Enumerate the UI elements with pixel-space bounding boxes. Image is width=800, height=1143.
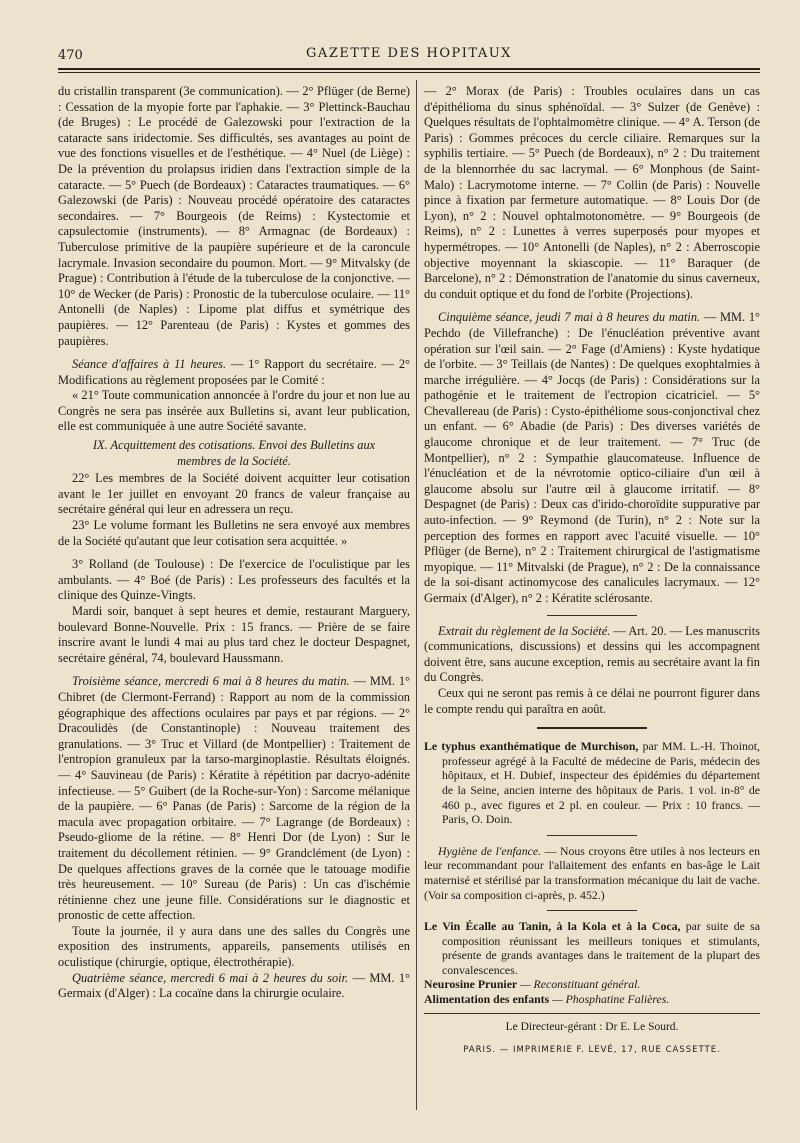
- separator-rule: [547, 615, 637, 616]
- seance-4-title: Quatrième séance, mercredi 6 mai à 2 heures du soir.: [72, 970, 349, 985]
- section-ix-heading: IX. Acquittement des cotisations. Envoi des Bulletins aux membres de la Société.: [92, 438, 376, 468]
- ad-vin-ecalle: [424, 919, 760, 977]
- article-22: 22° Les membres de la Société doivent acquitter leur cotisation avant le 1er juillet en envoyant 20 francs de valeur française au secrétaire général qui leur en adressera un reçu.: [58, 471, 410, 517]
- vin-text: par suite de sa composition réunissant les meilleurs toniques et stimulants, présente de grands avantages dans le traitement de la plupart des convalescences.: [442, 919, 760, 977]
- extrait-text: — Art. 20. — Les manuscrits (communications, discussions) et dessins qui les accompagnent doivent être, sans aucune exception, remis au secrétaire avant la fin du Congrès.: [424, 623, 760, 685]
- ad-neurosine: Neurosine Prunier — Reconstituant général.: [424, 977, 641, 992]
- paragraph-communications: du cristallin transparent (3e communication). — 2° Pflüger (de Berne) : Cessation de la myopie forte par l'aphakie. — 3° Plettinck-Bauchau (de Bruges) : Le procédé de Galezowski pour l'extraction de la cataracte sans iridectomie. Ses difficultés, ses avantages au point de vue des fonctions visuelles et de l'esthétique. — 4° Nuel (de Liège) : De la prévention du prolapsus iridien dans l'extraction simple de la cataracte. — 5° Puech (de Bordeaux) : Cataractes traumatiques. — 6° Galezowski (de Paris) : Nouveau procédé opératoire des cataractes secondaires. — 7° Bourgeois (de Reims) : Kystectomie et capsulectomie (instruments). — 8° Armagnac (de Bordeaux) : Tuberculose primitive de la paupière supérieure et de la caroncule lacrymale. Invasion secondaire du poumon. Mort. — 9° Mitvalsky (de Prague) : Contribution à l'étude de la tuberculose de la conjonctive. — 10° de Wecker (de Paris) : Pronostic de la tuberculose oculaire. — 11° Antonelli (de Naples) : Lipome plat diffus et symétrique des paupières. — 12° Parenteau (de Paris) : Kystes et gommes des paupières.: [58, 84, 410, 348]
- running-title: GAZETTE DES HOPITAUX: [306, 46, 512, 61]
- left-column: [58, 84, 410, 1109]
- seance-3-text: — MM. 1° Chibret (de Clermont-Ferrand) : Rapport au nom de la commission géographique des affections oculaires par pays et par régions. — 2° Dracoulidès (de Constantinople) : Nouveau traitement des granulations. — 3° Truc et Villard (de Montpellier) : Traitement de l'entropion granuleux par la tarso-marginoplastie. Résultats éloignés. — 4° Sauvineau (de Paris) : Kératite à répétition par dacryo-adénite infectieuse. — 5° Guibert (de la Roche-sur-Yon) : Sarcome mélanique de la paupière. — 6° Panas (de Paris) : Sarcome de la région de la macula avec propagation orbitaire. — 7° Lagrange (de Bordeaux) : Pseudo-gliome de la rétine. — 8° Henri Dor (de Lyon) : Sur le traitement du décollement rétinien. — 9° Grandclément (de Lyon) : De quelques affections graves de la cornée que le tatouage modifie très heureusement. — 10° Sureau (de Paris) : Un cas d'ischémie rétinienne chez une jeune fille. Considérations sur le diagnostic et pronostic de cette affection.: [58, 674, 410, 923]
- footer-rule: [424, 1013, 760, 1014]
- typhus-text: par MM. L.-H. Thoinot, professeur agrégé à la Faculté de médecine de Paris, médecin des hôpitaux, et H. Dubief, inspecteur des épidémies du département de la Seine, ancien interne des hôpitaux de Paris. 1 vol. in-8° de 460 p., avec figures et 2 pl. en couleur. — Prix : 10 francs. — Paris, O. Doin.: [442, 739, 760, 827]
- article-23: 23° Le volume formant les Bulletins ne sera envoyé aux membres de la Société qu'autant que leur cotisation sera acquittée. »: [58, 518, 410, 548]
- hygiene-title: Hygiène de l'enfance.: [438, 843, 542, 858]
- hygiene-text: — Nous croyons être utiles à nos lecteurs en leur recommandant pour l'allaitement des enfants en bas-âge le Lait maternisé et stérilisé par la transformation mécanique du lait de vache. (Voir sa composition ci-après, p. 452.): [424, 843, 760, 902]
- notice-typhus: [424, 739, 760, 827]
- separator-rule-2: [547, 835, 637, 836]
- vin-title: Le Vin Écalle au Tanin, à la Kola et à la Coca,: [424, 919, 681, 934]
- extrait-reglement: [424, 624, 760, 686]
- paragraph-banquet: Mardi soir, banquet à sept heures et demie, restaurant Marguery, boulevard Bonne-Nouvelle. Prix : 15 francs. — Prière de se faire inscrire avant le lundi 4 mai au plus tard chez le docteur Despagnet, secrétaire général, 74, boulevard Haussmann.: [58, 604, 410, 665]
- notice-hygiene: [424, 844, 760, 902]
- page-header: [58, 44, 760, 62]
- typhus-title: Le typhus exanthématique de Murchison,: [424, 739, 639, 754]
- seance-3: [58, 674, 410, 924]
- ad-alimentation: Alimentation des enfants — Phosphatine Falières.: [424, 992, 670, 1007]
- seance-4: [58, 971, 410, 1002]
- seance-affaires-title: Séance d'affaires à 11 heures.: [72, 357, 227, 372]
- page-number: 470: [58, 48, 83, 63]
- separator-rule-3: [547, 910, 637, 911]
- seance-5: [424, 310, 760, 606]
- seance-5-text: — MM. 1° Pechdo (de Villefranche) : De l'énucléation préventive avant opération sur l'œil sain. — 2° Fage (d'Amiens) : Kyste hydatique de l'orbite. — 3° Teillais (de Nantes) : De quelques exophtalmies à marche irrégulière. — 4° Jocqs (de Paris) : Considérations sur la pathogénie et le traitement de l'ectropion cicatriciel. — 5° Chevallereau (de Paris) : Cysto-épithéliome sous-conjonctival chez un enfant. — 6° Abadie (de Paris) : Des diverses variétés de glaucome chronique et de leur traitement. — 7° Truc (de Montpellier), n° 2 : Sympathie glaucomateuse. Influence de l'énucléation et de la névrotomie optico-ciliaire d'un œil à glaucome absolu sur l'autre œil à glaucome irritatif. — 8° Despagnet (de Paris) : Deux cas d'irido-choroïdite suppurative par auto-infection. — 9° Reymond (de Turin), n° 2 : Note sur la perception des formes en rapport avec l'acuité visuelle. — 10° Pflüger (de Berne), n° 2 : Traitement chirurgical de l'astigmatisme myopique. — 11° Mitvalski (de Prague), n° 2 : De la connaissance de la soi-disant actinomycose des canalicules lacrymaux. — 12° Germaix (d'Alger), n° 2 : Kératite sclérosante.: [424, 310, 760, 605]
- imprimerie-line: PARIS. — IMPRIMERIE F. LEVÉ, 17, RUE CASSETTE.: [463, 1045, 721, 1056]
- seance-affaires-text: — 1° Rapport du secrétaire. — 2° Modifications au règlement proposées par le Comité :: [58, 357, 410, 387]
- column-separator: [416, 80, 417, 1110]
- seance-affaires: [58, 357, 410, 388]
- decorative-rule: [537, 727, 647, 729]
- header-rule-thin: [58, 72, 760, 73]
- article-21: « 21° Toute communication annoncée à l'ordre du jour et non lue au Congrès ne sera pas insérée aux Bulletins si, avant leur publication, elle est communiquée à une autre Société savante.: [58, 388, 410, 434]
- right-column: [424, 84, 760, 1109]
- header-rule: [58, 68, 760, 70]
- paragraph-morax: — 2° Morax (de Paris) : Troubles oculaires dans un cas d'épithélioma du sinus sphénoïdal. — 3° Sulzer (de Genève) : Quelques résultats de l'ophtalmomètre clinique. — 4° A. Terson (de Paris) : Gommes précoces du cercle ciliaire. Remarques sur la syphilis tertiaire. — 5° Puech (de Bordeaux), n° 2 : Du traitement de la blennorrhée du sac lacrymal. — 6° Monphous (de Saint-Malo) : Lacrymotome interne. — 7° Collin (de Paris) : Nouvelle pince à fixation par fermeture automatique. — 8° Louis Dor (de Lyon), n° 2 : Nouvel ophtalmotonomètre. — 9° Bourgeois (de Reims), n° 2 : Lunettes à verres superposés pour myopes et hypermétropes. — 10° Antonelli (de Naples), n° 2 : Aberroscopie objective moyennant la skiascopie. — 11° Baraquer (de Barcelone), n° 2 : Démonstration de l'anatomie du sinus caverneux, du conduit optique et du fond de l'orbite (Projections).: [424, 84, 760, 301]
- paragraph-exposition: Toute la journée, il y aura dans une des salles du Congrès une exposition des instruments, appareils, pansements utilisés en oculistique (chirurgie, optique, électrothérapie).: [58, 923, 410, 970]
- extrait-reglement-2: Ceux qui ne seront pas remis à ce délai ne pourront figurer dans le compte rendu qui paraîtra en août.: [424, 685, 760, 716]
- seance-4-text: — MM. 1° Germaix (d'Alger) : La cocaïne dans la chirurgie oculaire.: [58, 970, 410, 1001]
- seance-5-title: Cinquième séance, jeudi 7 mai à 8 heures du matin.: [438, 310, 701, 325]
- extrait-title: Extrait du règlement de la Société.: [438, 623, 611, 638]
- paragraph-rolland: 3° Rolland (de Toulouse) : De l'exercice de l'oculistique par les ambulants. — 4° Boé (de Paris) : Les professeurs des facultés et la clinique des Quinze-Vingts.: [58, 557, 410, 603]
- directeur-gerant: Le Directeur-gérant : Dr E. Le Sourd.: [505, 1020, 679, 1033]
- seance-3-title: Troisième séance, mercredi 6 mai à 8 heures du matin.: [72, 674, 350, 689]
